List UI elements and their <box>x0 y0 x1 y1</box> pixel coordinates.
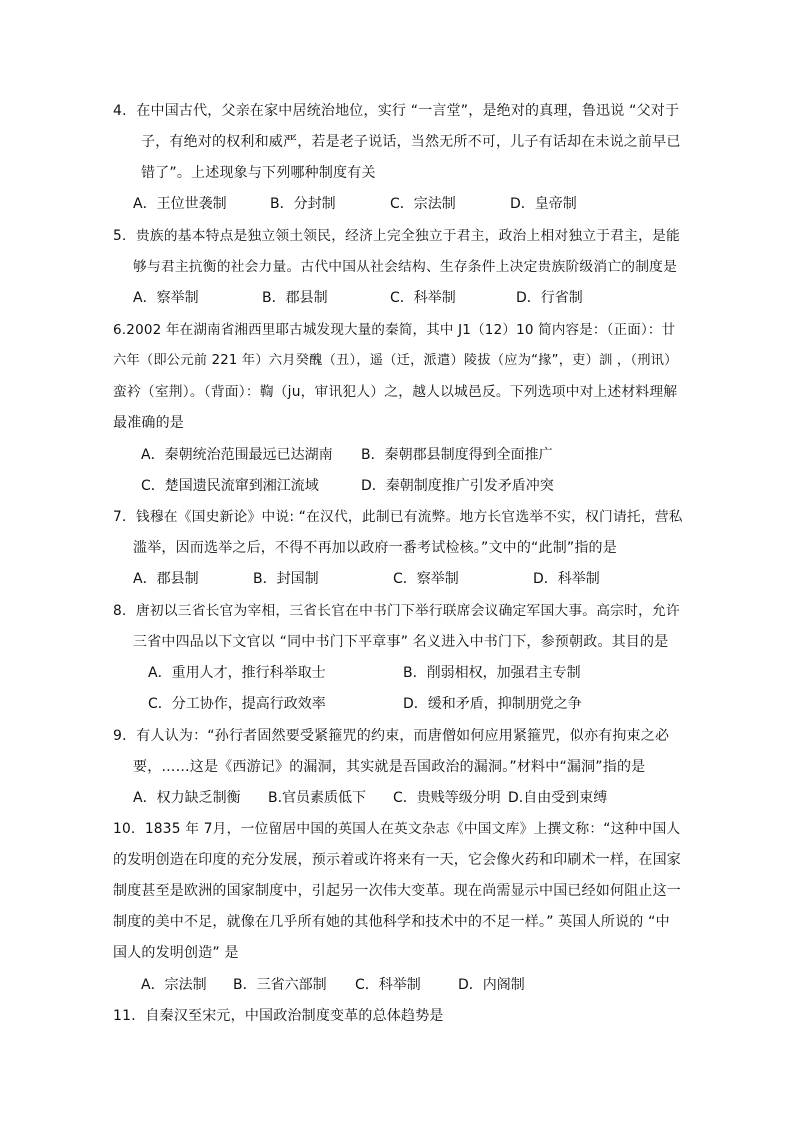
q7-option-b: B．封国制 <box>253 571 319 587</box>
q9-option-c: C．贵贱等级分明 <box>393 790 501 806</box>
q7-line-2: 滥举，因而选举之后，不得不再加以政府一番考试检核。”文中的“此制”指的是 <box>133 540 617 556</box>
q10-line-4: 制度的美中不足，就像在几乎所有她的其他科学和技术中的不足一样。” 英国人所说的 “中 <box>113 914 670 930</box>
q4-option-c: C．宗法制 <box>390 196 456 212</box>
q4-option-d: D．皇帝制 <box>510 196 577 212</box>
q4-option-a: A．王位世袭制 <box>133 196 227 212</box>
q8-option-a: A．重用人才，推行科举取士 <box>148 665 326 681</box>
q6-option-c: C．楚国遗民流窜到湘江流域 <box>141 478 319 494</box>
q7-option-d: D．科举制 <box>533 571 600 587</box>
q10-option-d: D．内阁制 <box>458 977 525 993</box>
q9-line-1: 9．有人认为：“孙行者固然要受紧箍咒的约束，而唐僧如何应用紧箍咒，似亦有拘束之必 <box>113 728 670 744</box>
q9-option-a: A．权力缺乏制衡 <box>133 790 241 806</box>
q10-line-5: 国人的发明创造” 是 <box>113 945 239 961</box>
q4-line-1: 4．在中国古代，父亲在家中居统治地位，实行 “一言堂”，是绝对的真理，鲁迅说 “父对于 <box>113 103 680 119</box>
q5-line-1: 5．贵族的基本特点是独立领土领民，经济上完全独立于君主，政治上相对独立于君主，是能 <box>113 228 680 244</box>
q8-option-c: C．分工协作，提高行政效率 <box>148 696 326 712</box>
q10-option-a: A．宗法制 <box>141 977 207 993</box>
q6-option-a: A．秦朝统治范围最远已达湖南 <box>141 447 333 463</box>
q9-option-d: D.自由受到束缚 <box>508 790 608 806</box>
q9-option-b: B.官员素质低下 <box>268 790 367 806</box>
q6-line-4: 最准确的是 <box>113 415 184 431</box>
q5-option-b: B．郡县制 <box>262 290 328 306</box>
q8-line-1: 8．唐初以三省长官为宰相，三省长官在中书门下举行联席会议确定军国大事。高宗时，允许 <box>113 603 680 619</box>
q11-line-1: 11．自秦汉至宋元，中国政治制度变革的总体趋势是 <box>113 1008 444 1024</box>
q10-line-1: 10．1835 年 7月，一位留居中国的英国人在英文杂志《中国文库》上撰文称：“这种中国人 <box>113 821 681 837</box>
q10-line-2: 的发明创造在印度的充分发展，预示着或许将来有一天，它会像火药和印刷术一样，在国家 <box>113 852 681 868</box>
q8-option-b: B．削弱相权，加强君主专制 <box>403 665 581 681</box>
q4-option-b: B．分封制 <box>270 196 336 212</box>
q5-option-a: A．察举制 <box>133 290 199 306</box>
q10-option-c: C．科举制 <box>355 977 421 993</box>
q5-option-c: C．科举制 <box>390 290 456 306</box>
q6-option-d: D．秦朝制度推广引发矛盾冲突 <box>361 478 554 494</box>
q5-line-2: 够与君主抗衡的社会力量。古代中国从社会结构、生存条件上决定贵族阶级消亡的制度是 <box>133 259 678 275</box>
q8-line-2: 三省中四品以下文官以 “同中书门下平章事” 名义进入中书门下，参预朝政。其目的是 <box>133 634 669 650</box>
q4-line-3: 错了”。上述现象与下列哪种制度有关 <box>141 165 376 181</box>
q5-option-d: D．行省制 <box>516 290 583 306</box>
q9-line-2: 要，……这是《西游记》的漏洞，其实就是吾国政治的漏洞。”材料中“漏洞”指的是 <box>133 759 646 775</box>
q6-line-3: 蛮衿（室荆）。（背面）：鞫（ju，审讯犯人）之，越人以城邑反。下列选项中对上述材料理解 <box>113 384 678 400</box>
q7-option-c: C．察举制 <box>393 571 459 587</box>
q10-line-3: 制度甚至是欧洲的国家制度中，引起另一次伟大变革。现在尚需显示中国已经如何阻止这一 <box>113 883 681 899</box>
q6-line-2: 六年（即公元前 221 年）六月癸醜（丑），遥（迁，派遣）陵拔（应为“掾”，吏）訓 ，（刑讯） <box>113 353 678 368</box>
q7-option-a: A．郡县制 <box>133 571 199 587</box>
q7-line-1: 7．钱穆在《国史新论》中说: “在汉代，此制已有流弊。地方长官选举不实，权门请托，营私 <box>113 509 683 525</box>
q4-line-2: 子，有绝对的权利和威严，若是老子说话，当然无所不可，儿子有话却在未说之前早已 <box>141 134 681 150</box>
q6-line-1: 6.2002 年在湖南省湘西里耶古城发现大量的秦简，其中 J1（12）10 简内容是：（正面）：廿 <box>113 322 676 338</box>
q10-option-b: B．三省六部制 <box>233 977 327 993</box>
q6-option-b: B．秦朝郡县制度得到全面推广 <box>361 447 553 463</box>
q8-option-d: D．缓和矛盾，抑制朋党之争 <box>403 696 582 712</box>
